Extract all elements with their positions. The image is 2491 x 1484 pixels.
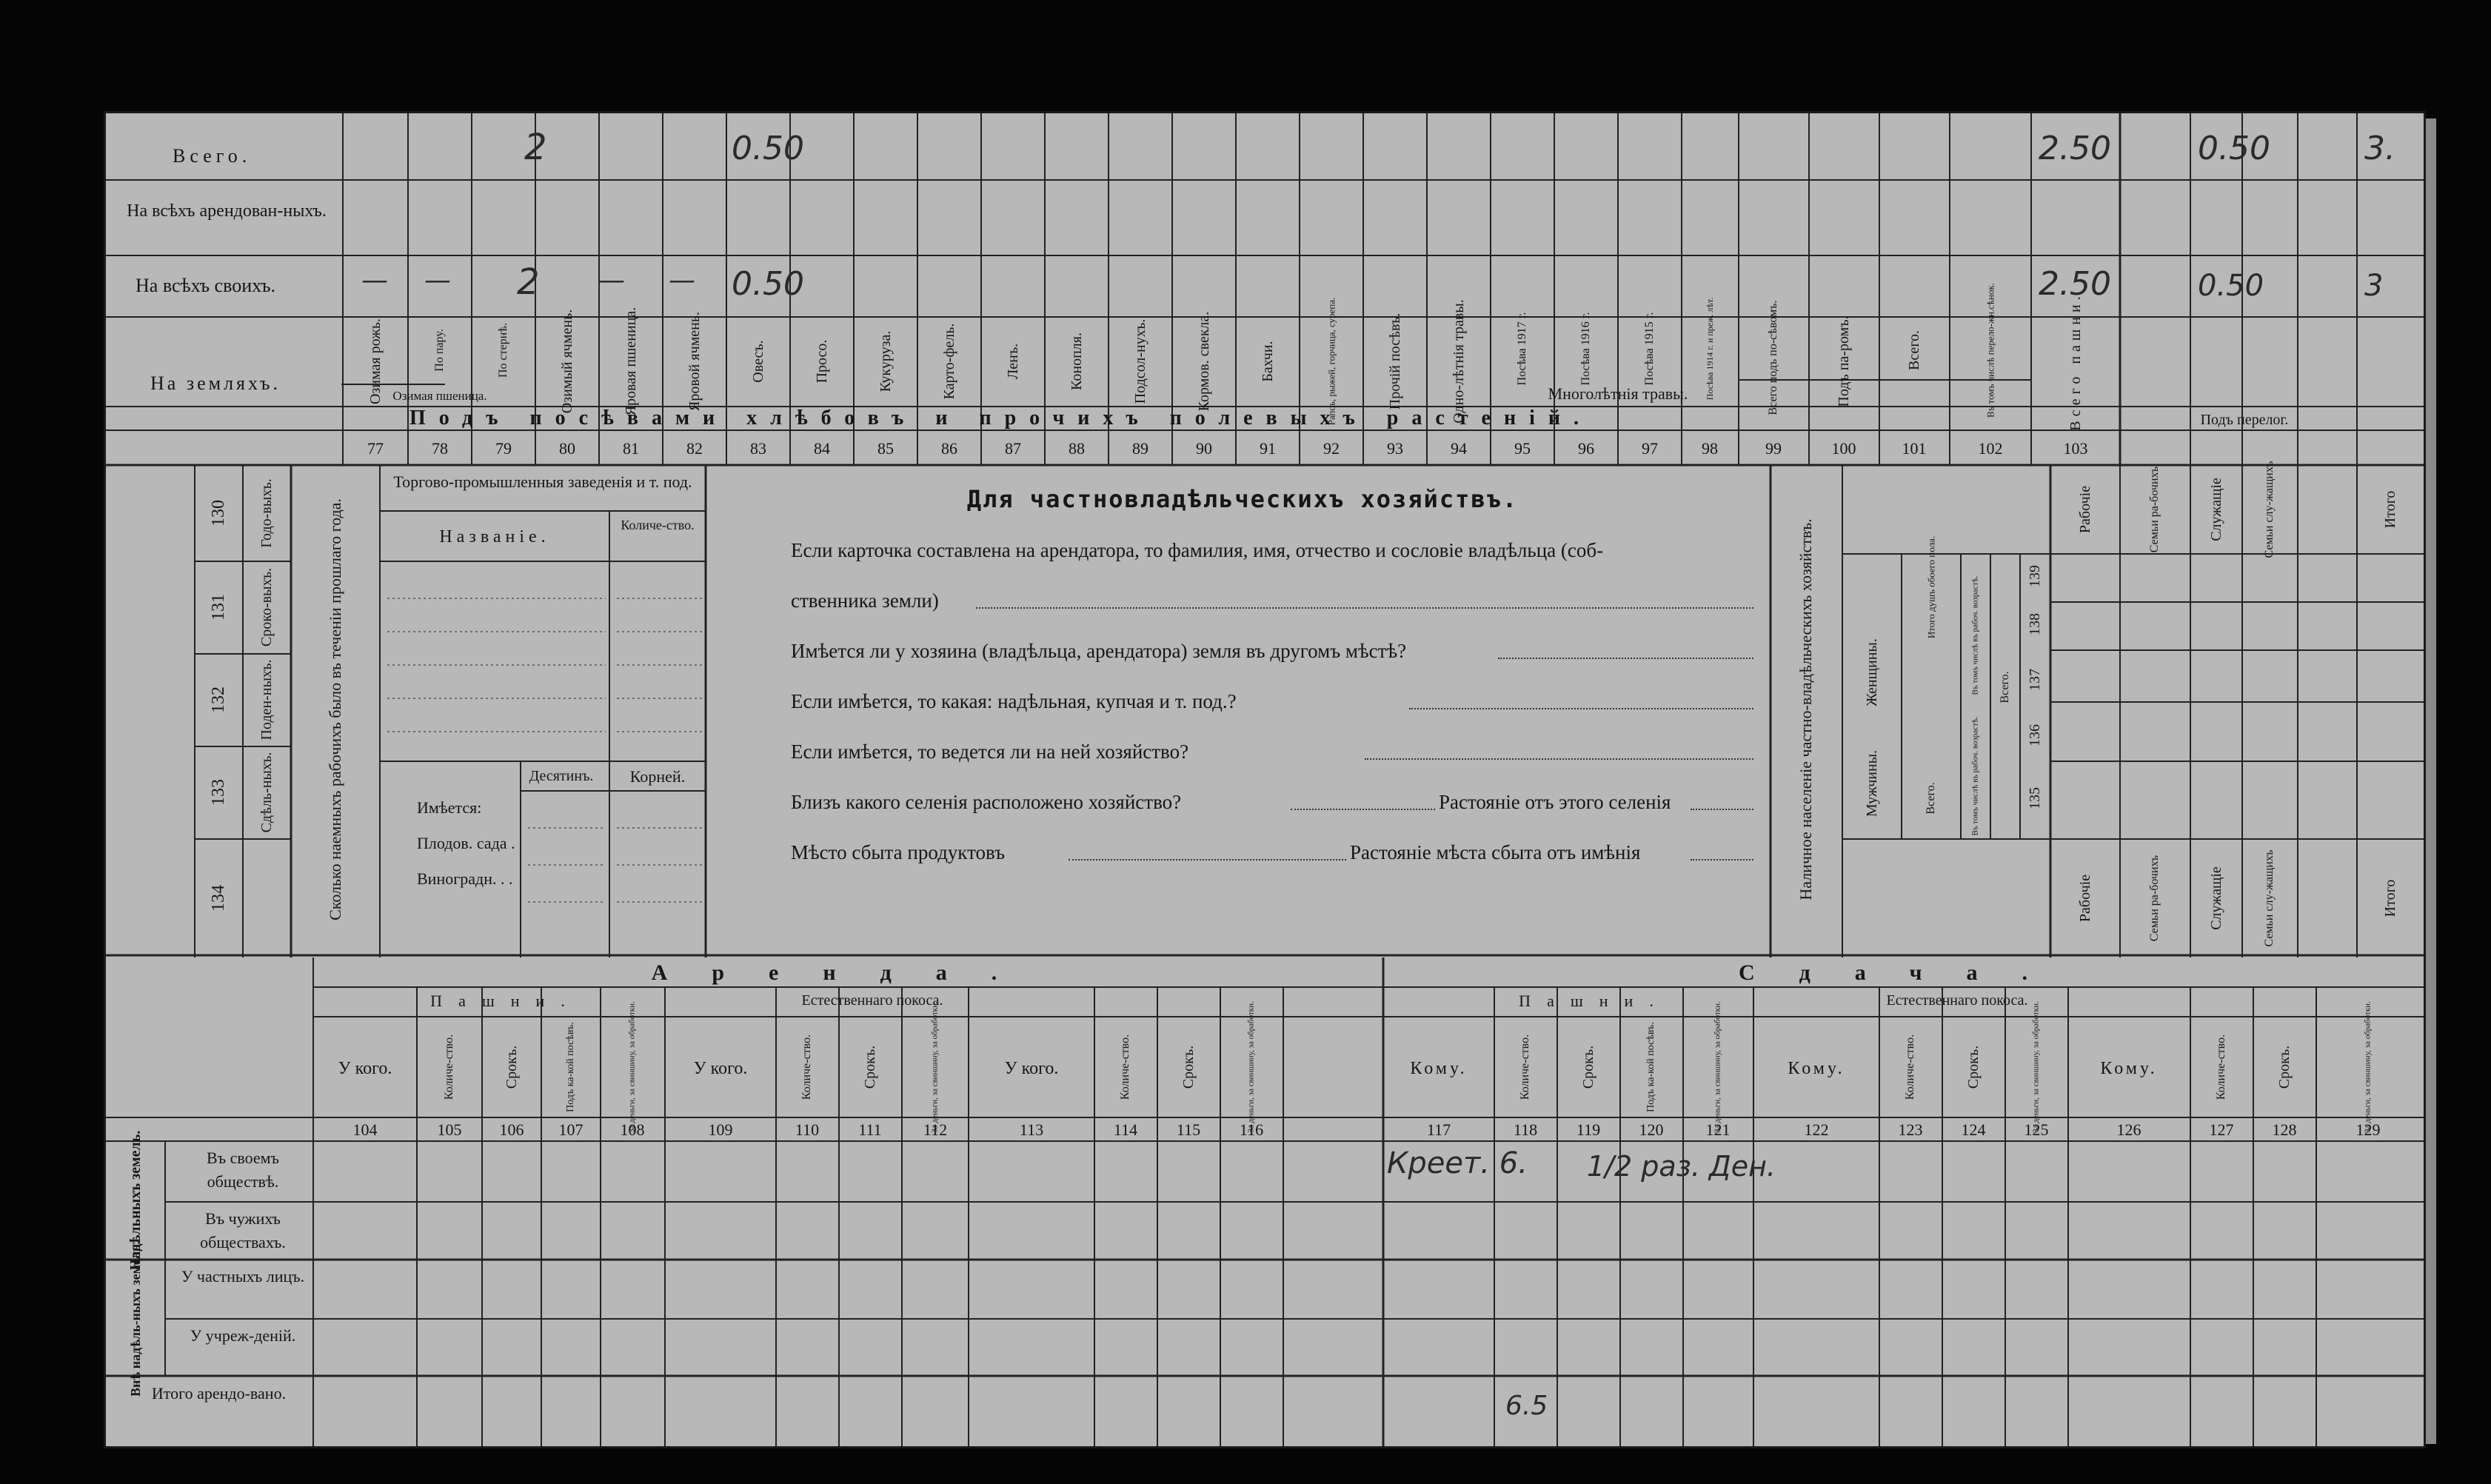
crops-banner: Подъ посѣвами хлѣбовъ и прочихъ полевыхъ растенiй. [409,407,1593,430]
sdacha-pashni: Пашни. [1519,992,1670,1010]
rent-grid [106,957,2424,1446]
row-on-lands-label: На земляхъ. [150,372,281,394]
za-dengi-header: За деньги, за свиншину, за обработки. [2363,1001,2373,1133]
col-header: Бахчи. [1260,341,1276,382]
col-num: 128 [2272,1120,2297,1139]
col-num: 115 [1176,1120,1201,1139]
trade-title: Торгово-промышленныя заведенiя и т. под. [393,472,692,491]
col-num: 114 [1113,1120,1138,1139]
sdacha-pokos: Естественнаго покоса. [1886,992,2028,1009]
col-header: Конопля. [1069,332,1085,390]
answer-line[interactable] [1498,658,1753,659]
garden-label: Плодов. сада . [417,834,515,852]
kolichestvo-header: Количе-ство. [1519,1034,1531,1100]
pol-kakoy-header: Подъ ка-кой посѣвъ. [565,1022,576,1112]
hired-num: 130 [209,500,228,527]
col-header: Кукуруза. [877,330,894,392]
hw-own-82: 0.50 [732,265,804,303]
kolichestvo-header: Количе-ство. [1904,1034,1916,1100]
col-num: 102 [1978,439,2003,458]
rent-table [106,957,2424,1446]
col-header: Всего пашни. [2067,292,2084,431]
col-num: 97 [1642,439,1658,458]
srok-header: Срокъ. [1580,1045,1596,1089]
col-num: 105 [437,1120,462,1139]
crop-table [106,113,2424,469]
row-rented-label: На всѣхъ арендован-ныхъ. [127,201,327,221]
col-header: Озимая рожь. [367,318,384,405]
col-num: 123 [1898,1120,1923,1139]
col-num: 79 [495,439,512,458]
col-num: 83 [750,439,766,458]
u-kogo-header: У кого. [338,1059,392,1078]
question-market-distance: Растоянiе мѣста сбыта отъ имѣнiя [1350,841,1641,863]
row-total-label: Всего. [173,145,252,167]
pop-col-num: 136 [2027,724,2043,746]
col-num: 86 [941,439,957,458]
hw-total-99: 2.50 [2039,130,2111,167]
col-num: 91 [1260,439,1276,458]
hw-own-99: 2.50 [2039,265,2111,303]
col-header: Яровой ячмень. [686,312,703,411]
right-col-label: Семьи слу-жащихъ [2263,461,2276,558]
col-num: 111 [858,1120,882,1139]
answer-line[interactable] [976,607,1753,609]
right-col-label: Семьи ра-бочихъ [2148,855,2161,942]
korney-header: Корней. [629,767,686,786]
col-num: 93 [1387,439,1403,458]
row-private-persons: У частныхъ лицъ. [181,1267,305,1286]
question-owner-cont: ственника земли) [791,589,939,612]
vineyard-label: Виноградн. . . [417,869,513,888]
col-num: 98 [1702,439,1718,458]
col-num: 126 [2116,1120,2141,1139]
komu-header: Кому. [1410,1059,1468,1078]
col-num: 99 [1765,439,1782,458]
answer-line[interactable] [1691,809,1753,810]
pop-col-label: Всего. [1999,671,2011,703]
col-header: Озимый ячмень. [559,309,575,414]
trade-qty-header: Количе-ство. [621,518,695,532]
right-col-label: Рабочiе [2077,485,2093,534]
col-header: По стернѣ. [497,323,509,378]
hw-own-77: — [361,265,388,295]
right-col-label: Служащiе [2208,478,2224,541]
pop-col-label: Въ томъ числѣ въ рабоч. возрастѣ. [1970,716,1980,836]
col-header: Одно-лѣтнiя травы. [1451,299,1467,424]
col-num: 125 [2024,1120,2049,1139]
srok-header: Срокъ. [862,1045,878,1089]
col-header: Кормов. свекла. [1196,311,1212,412]
hw-own-78: — [424,265,451,295]
women-label: Женщины. [1864,638,1880,706]
u-kogo-header: У кого. [1004,1059,1059,1078]
col-header: Посѣва 1917 г. [1516,312,1528,386]
za-dengi-header: За деньги, за свиншину, за обработки. [930,1001,940,1133]
col-num: 81 [623,439,639,458]
question-market: Мѣсто сбыта продуктовъ [791,841,1006,863]
hw-komu: Креет. 6. [1387,1146,1528,1180]
col-num: 95 [1514,439,1531,458]
col-num: 124 [1961,1120,1986,1139]
right-col-label: Рабочiе [2077,874,2093,923]
col-header: Посѣва 1916 г. [1579,312,1592,386]
col-header: Всего подъ по-сѣвомъ. [1767,300,1779,415]
population-title: Наличное населенiе частно-владѣльческихъ хозяйствъ. [1796,518,1815,900]
col-num: 100 [1831,439,1856,458]
hw-own-79: 2 [517,261,540,303]
right-col-label: Семьи ра-бочихъ [2148,466,2161,553]
pop-col-label: Всего. [1925,782,1937,815]
hired-title: Сколько наемныхъ рабочихъ было въ теченiи прошлаго года. [326,498,344,920]
question-other-land: Имѣется ли у хозяина (владѣльца, арендатора) земля въ другомъ мѣстѣ? [791,640,1407,662]
za-dengi-header: За деньги, за свиншину, за обработки. [627,1001,637,1133]
row-own-label: На всѣхъ своихъ. [136,275,276,296]
vne-nadel-group-label: Внѣ надѣль-ныхъ земель. [128,1241,143,1397]
trade-name-header: Названiе. [439,527,550,547]
hired-label: Сдѣль-ныхъ. [258,752,275,833]
kolichestvo-header: Количе-ство. [2215,1034,2227,1100]
question-owner: Если карточка составлена на арендатора, то фамилия, имя, отчество и сословiе владѣльца (соб- [791,539,1604,561]
hired-num: 131 [209,594,228,621]
question-farming: Если имѣется, то ведется ли на ней хозяйство? [791,741,1189,763]
col-num: 96 [1578,439,1594,458]
col-num: 84 [814,439,830,458]
pop-col-num: 138 [2027,613,2043,635]
pop-col-label: Въ томъ числѣ въ рабоч. возрастѣ. [1970,575,1980,695]
row-other-society: Въ чужихъ обществахъ. [200,1209,286,1251]
col-header: Подсол-нухъ. [1132,318,1148,404]
pop-col-num: 139 [2027,565,2043,587]
za-dengi-header: За деньги, за свиншину, за обработки. [1246,1001,1256,1133]
private-title: Для частновладѣльческихъ хозяйствъ. [966,485,1519,513]
arenda-header: Аренда. [651,960,1042,985]
col-header: Карто-фель. [941,323,957,400]
col-header: Въ томъ числѣ перело-жн.сѣнок. [1985,282,1996,418]
col-header: Яровая пшеница. [623,307,639,416]
sdacha-header: Сдача. [1738,960,2073,985]
right-col-label: Итого [2382,879,2398,918]
col-num: 87 [1005,439,1021,458]
col-num: 116 [1239,1120,1264,1139]
pop-col-label: Итого душъ обоего пола. [1925,535,1937,639]
nadel-group-label: Надѣльныхъ земель. [127,1130,144,1271]
col-num: 112 [923,1120,948,1139]
hired-label: Годо-выхъ. [258,478,275,548]
col-header: Рапсъ, рыжей, горчица, сурепа. [1325,297,1337,426]
answer-line[interactable] [1691,859,1753,860]
col-header: Всего. [1906,330,1922,371]
col-num: 113 [1019,1120,1044,1139]
pop-col-num: 135 [2027,787,2043,809]
hw-own-101: 0.50 [2198,269,2264,303]
col-num: 108 [620,1120,645,1139]
hw-total-79: 2 [524,127,547,168]
col-header: Ленъ. [1005,343,1021,380]
col-num: 106 [499,1120,524,1139]
col-num: 121 [1705,1120,1731,1139]
answer-line[interactable] [1069,859,1346,860]
hired-num: 132 [209,686,228,713]
col-num: 120 [1639,1120,1664,1139]
u-kogo-header: У кого. [693,1059,748,1078]
col-num: 80 [559,439,575,458]
srok-header: Срокъ. [504,1045,520,1089]
men-label: Мужчины. [1864,749,1880,818]
col-num: 82 [686,439,703,458]
col-num: 88 [1069,439,1085,458]
col-num: 101 [1902,439,1927,458]
col-num: 129 [2355,1120,2381,1139]
col-num: 109 [708,1120,733,1139]
srok-header: Срокъ. [2276,1045,2293,1089]
group-perelog-label: Подъ перелог. [2200,412,2289,428]
col-num: 92 [1323,439,1340,458]
hw-own-81: — [669,265,695,295]
col-num: 110 [795,1120,820,1139]
col-header: Прочiй посѣвъ. [1387,312,1403,410]
hw-total-82: 0.50 [732,130,804,167]
hw-total-note: 6.5 [1505,1391,1548,1421]
col-num: 107 [558,1120,584,1139]
hw-total-101: 0.50 [2198,130,2270,167]
pol-kakoy-header: Подъ ка-кой посѣвъ. [1645,1022,1656,1112]
col-num: 122 [1804,1120,1829,1139]
col-num: 89 [1132,439,1148,458]
col-num: 77 [367,439,384,458]
col-header: Посѣва 1914 г. и преж. лѣт. [1705,297,1715,401]
answer-line[interactable] [1365,758,1753,760]
right-col-label: Служащiе [2208,866,2224,930]
row-institutions: У учреж-денiй. [190,1326,296,1345]
question-village: Близъ какого селенiя расположено хозяйство? [791,791,1182,813]
right-col-label: Семьи слу-жащихъ [2263,849,2276,947]
col-header: Просо. [814,339,830,384]
col-num: 90 [1196,439,1212,458]
answer-line[interactable] [1291,809,1435,810]
col-num: 104 [352,1120,378,1139]
col-num: 119 [1576,1120,1601,1139]
col-num: 118 [1513,1120,1538,1139]
hired-num: 133 [209,779,228,806]
hw-total-103: 3. [2364,130,2395,167]
hired-num: 134 [209,885,228,912]
has-label: Имѣется: [417,798,482,817]
col-num: 85 [877,439,894,458]
col-num: 127 [2209,1120,2234,1139]
row-own-society: Въ своемъ обществѣ. [207,1149,279,1191]
kolichestvo-header: Количе-ство. [800,1034,813,1100]
row-total-rented: Итого арендо-вано. [151,1384,287,1403]
group-mnogolet-label: Многолѣтнiя травы. [1548,384,1688,403]
arenda-pokos: Естественнаго покоса. [801,992,943,1009]
col-header: Подъ па-ромъ. [1836,315,1852,407]
right-col-label: Итого [2382,490,2398,529]
group-ozim-label: Озимая пшеница. [392,389,487,403]
dessiatin-header: Десятинъ. [529,768,594,784]
za-dengi-header: За деньги, за свиншину, за обработки. [1713,1001,1722,1133]
census-card [104,111,2426,1448]
srok-header: Срокъ. [1965,1045,1982,1089]
hired-label: Сроко-выхъ. [258,567,275,647]
question-land-type: Если имѣется, то какая: надѣльная, купчая и т. под.? [791,690,1237,712]
pop-col-num: 137 [2027,669,2043,691]
col-num: 103 [2063,439,2088,458]
kolichestvo-header: Количе-ство. [1119,1034,1131,1100]
kolichestvo-header: Количе-ство. [443,1034,455,1100]
komu-header: Кому. [1788,1059,1845,1078]
hw-own-103: 3 [2364,269,2384,303]
col-header: Посѣва 1915 г. [1643,312,1656,386]
answer-line[interactable] [1409,708,1753,709]
col-header: Овесъ. [750,340,766,383]
za-dengi-header: За деньги, за свиншину, за обработки. [2031,1001,2041,1133]
middle-section [106,461,2424,957]
col-num: 78 [432,439,448,458]
hw-own-80: — [598,265,625,295]
komu-header: Кому. [2100,1059,2158,1078]
hired-label: Поден-ныхъ. [258,659,275,741]
question-village-distance: Растоянiе отъ этого селенiя [1439,791,1671,813]
arenda-pashni: Пашни. [430,992,581,1010]
col-num: 117 [1426,1120,1451,1139]
srok-header: Срокъ. [1180,1045,1197,1089]
col-num: 94 [1451,439,1467,458]
hw-pashni-note: 1/2 раз. Ден. [1587,1150,1776,1183]
col-header: По пару. [433,329,446,372]
